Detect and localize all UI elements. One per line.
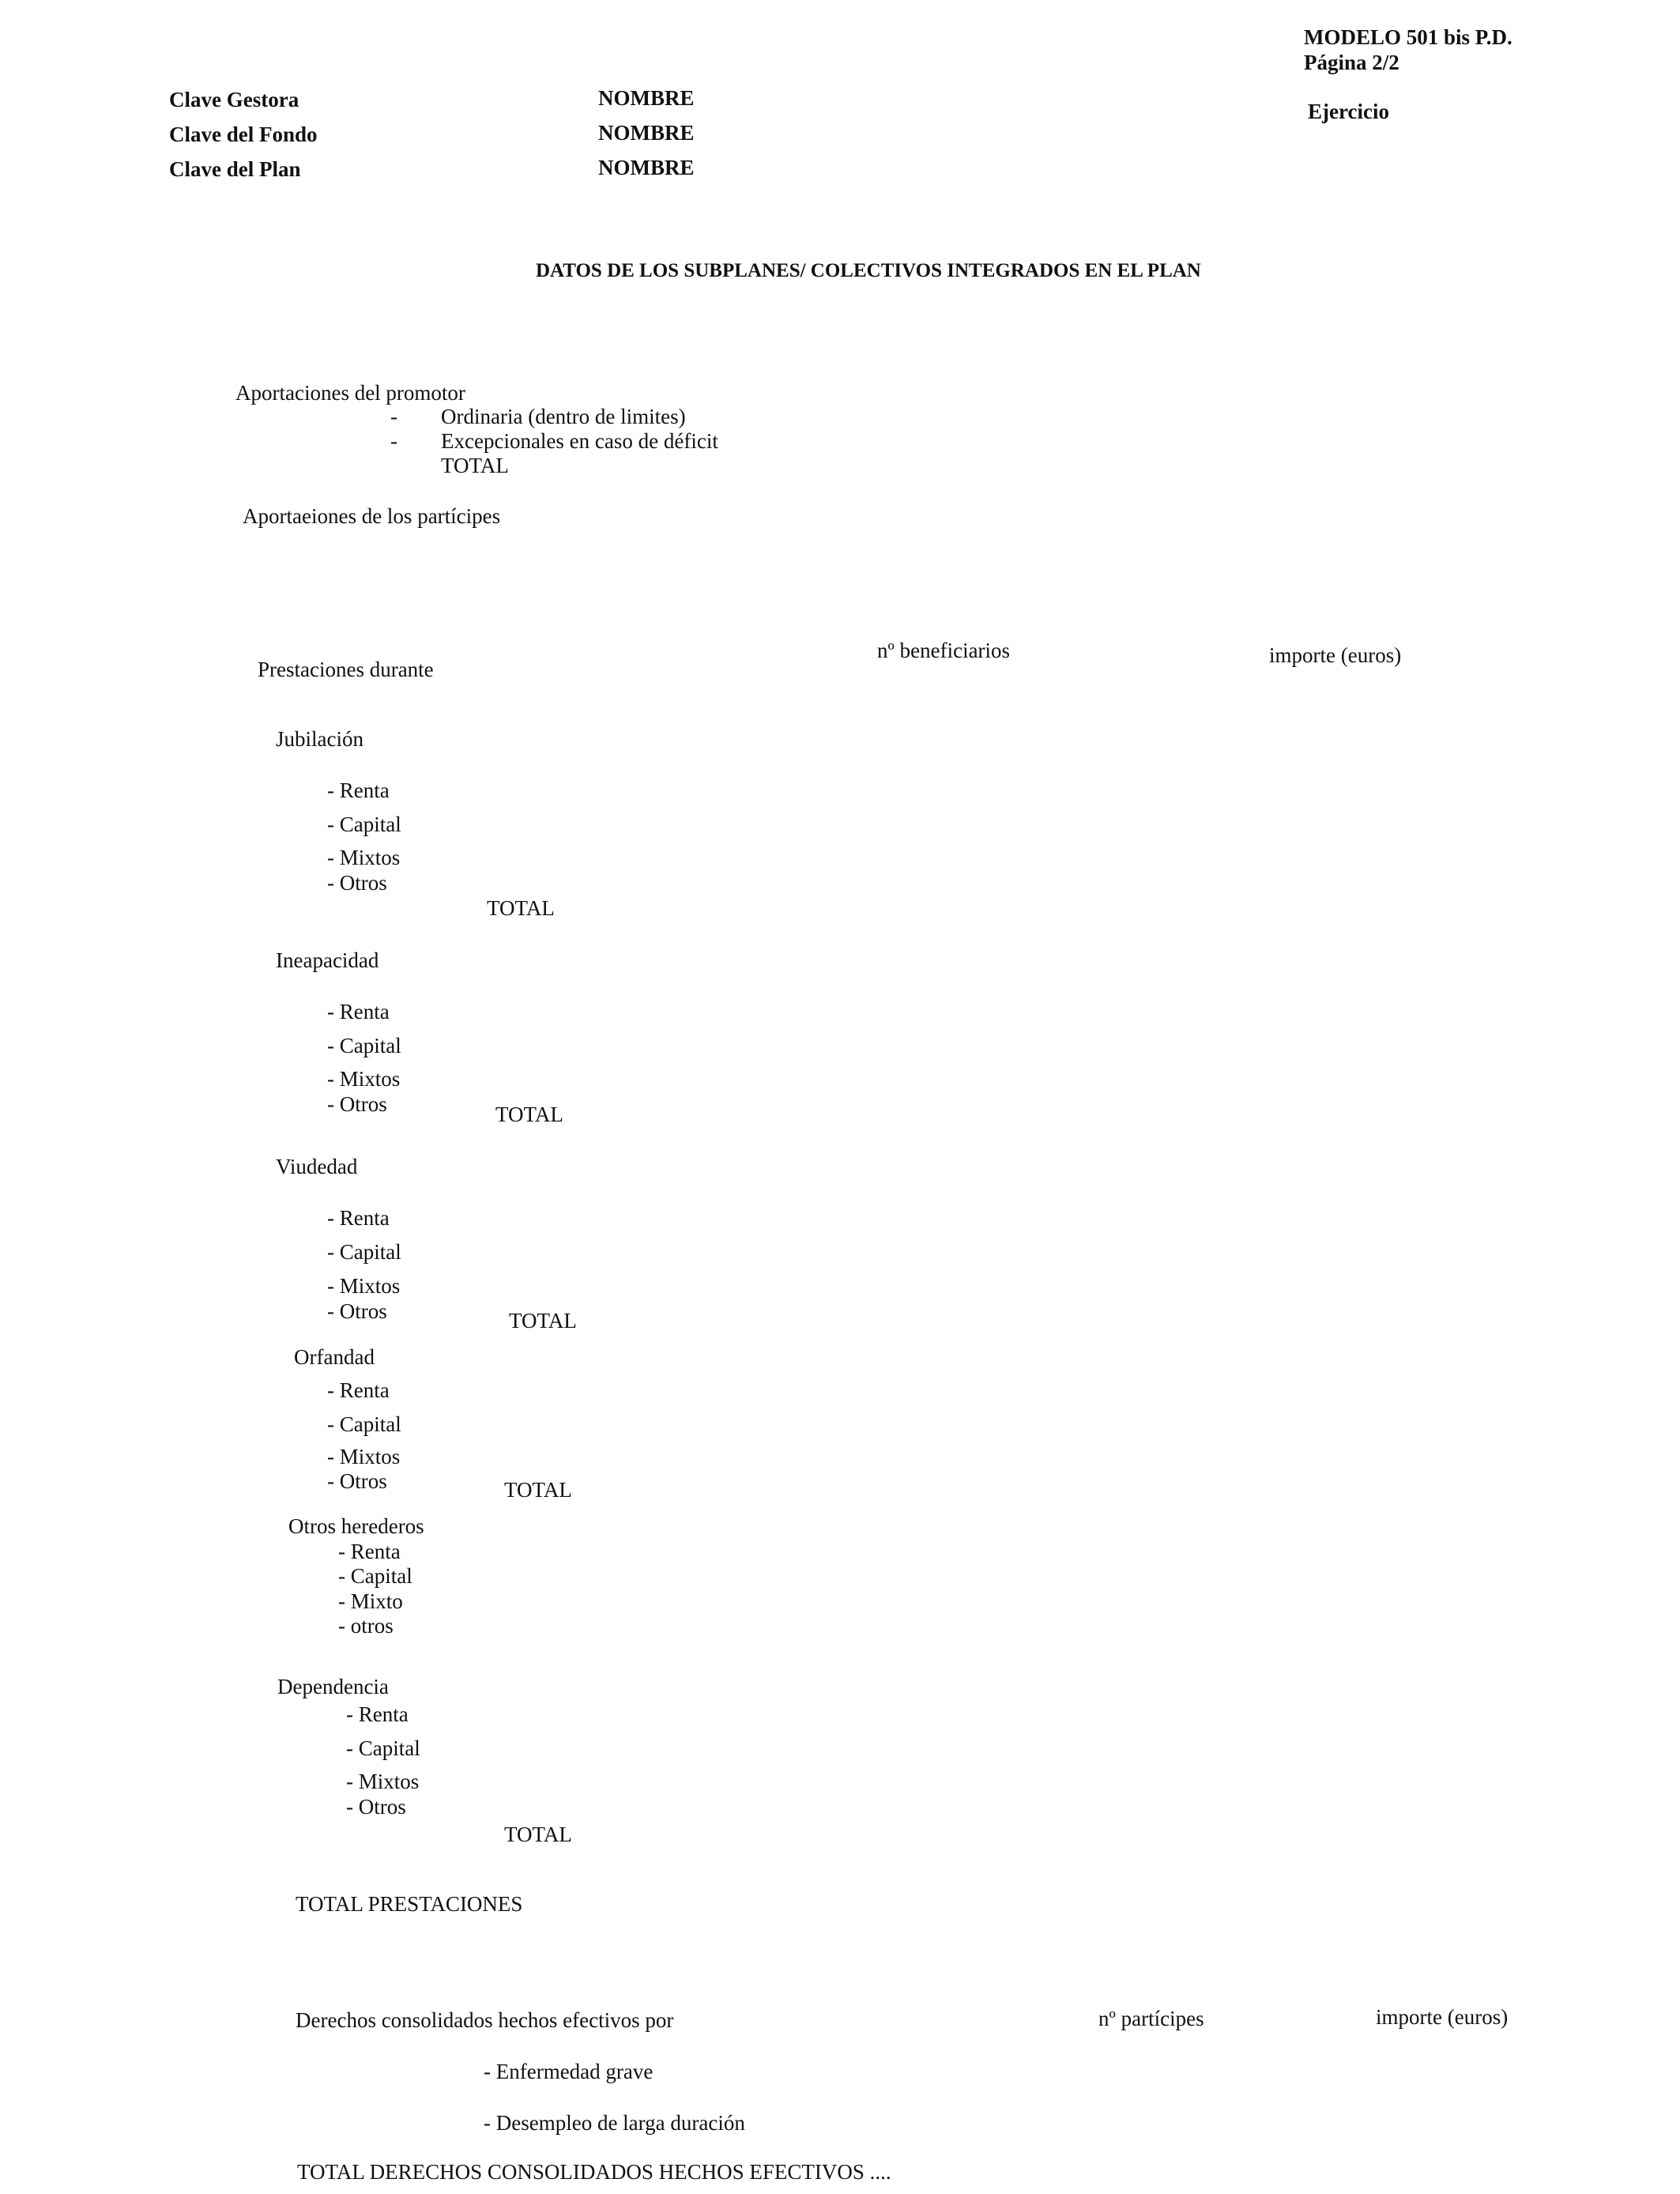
- incapacidad-otros: - Otros: [327, 1092, 387, 1116]
- viudedad-title: Viudedad: [276, 1155, 358, 1178]
- aportaciones-total-label: TOTAL: [441, 454, 509, 477]
- total-derechos-label: TOTAL DERECHOS CONSOLIDADOS HECHOS EFECTIVOS ....: [297, 2160, 891, 2184]
- viudedad-mixtos: - Mixtos: [327, 1274, 401, 1298]
- page-title: DATOS DE LOS SUBPLANES/ COLECTIVOS INTEGRADOS EN EL PLAN: [536, 260, 1201, 281]
- orfandad-title: Orfandad: [294, 1345, 375, 1369]
- nombre-plan-label: NOMBRE: [598, 156, 695, 179]
- jubilacion-capital: - Capital: [327, 812, 401, 836]
- enfermedad-grave-label: - Enfermedad grave: [484, 2060, 654, 2083]
- incapacidad-capital: - Capital: [327, 1034, 401, 1057]
- viudedad-renta: - Renta: [327, 1206, 390, 1230]
- dependencia-otros: - Otros: [346, 1795, 406, 1819]
- col-beneficiarios-header: nº beneficiarios: [877, 639, 1011, 662]
- orfandad-otros: - Otros: [327, 1469, 387, 1493]
- orfandad-capital: - Capital: [327, 1412, 401, 1436]
- incapacidad-renta: - Renta: [327, 1000, 390, 1023]
- orfandad-total: TOTAL: [504, 1478, 572, 1502]
- orfandad-renta: - Renta: [327, 1378, 390, 1402]
- clave-plan-label: Clave del Plan: [169, 157, 301, 181]
- nombre-fondo-label: NOMBRE: [598, 121, 695, 145]
- derechos-label: Derechos consolidados hechos efectivos por: [296, 2008, 674, 2032]
- total-prestaciones-label: TOTAL PRESTACIONES: [296, 1892, 523, 1916]
- dependencia-total: TOTAL: [504, 1823, 572, 1846]
- jubilacion-otros: - Otros: [327, 871, 387, 895]
- dash-excepcionales: -: [390, 429, 397, 453]
- viudedad-otros: - Otros: [327, 1299, 387, 1323]
- jubilacion-mixtos: - Mixtos: [327, 846, 401, 869]
- aportaciones-promotor-label: Aportaciones del promotor: [235, 381, 465, 405]
- incapacidad-title: Ineapacidad: [276, 948, 379, 972]
- nombre-gestora-label: NOMBRE: [598, 86, 695, 110]
- jubilacion-total: TOTAL: [487, 896, 555, 920]
- aportaciones-participes-label: Aportaeiones de los partícipes: [243, 504, 501, 528]
- otros-herederos-renta: - Renta: [338, 1540, 401, 1563]
- incapacidad-mixtos: - Mixtos: [327, 1067, 401, 1091]
- clave-fondo-label: Clave del Fondo: [169, 123, 318, 146]
- page-number: Página 2/2: [1304, 51, 1399, 74]
- col-importe-header: importe (euros): [1269, 643, 1402, 667]
- clave-gestora-label: Clave Gestora: [169, 88, 299, 111]
- ejercicio-label: Ejercicio: [1308, 100, 1389, 123]
- otros-herederos-capital: - Capital: [338, 1564, 412, 1588]
- ordinaria-label: Ordinaria (dentro de limites): [441, 405, 686, 428]
- dependencia-mixtos: - Mixtos: [346, 1770, 420, 1793]
- otros-herederos-otros: - otros: [338, 1614, 394, 1638]
- dependencia-renta: - Renta: [346, 1702, 409, 1726]
- jubilacion-title: Jubilación: [276, 727, 363, 751]
- desempleo-label: - Desempleo de larga duración: [484, 2111, 745, 2135]
- viudedad-total: TOTAL: [509, 1309, 577, 1333]
- otros-herederos-mixto: - Mixto: [338, 1589, 403, 1613]
- orfandad-mixtos: - Mixtos: [327, 1445, 401, 1468]
- excepcionales-label: Excepcionales en caso de déficit: [441, 429, 718, 453]
- jubilacion-renta: - Renta: [327, 778, 390, 802]
- dash-ordinaria: -: [390, 405, 397, 428]
- dependencia-title: Dependencia: [277, 1675, 389, 1698]
- prestaciones-label: Prestaciones durante: [258, 658, 434, 681]
- incapacidad-total: TOTAL: [495, 1103, 563, 1126]
- col-participes-header: nº partícipes: [1098, 2007, 1204, 2030]
- col-importe-derechos-header: importe (euros): [1376, 2005, 1509, 2029]
- dependencia-capital: - Capital: [346, 1736, 420, 1760]
- model-number: MODELO 501 bis P.D.: [1304, 25, 1512, 49]
- otros-herederos-title: Otros herederos: [288, 1514, 424, 1538]
- viudedad-capital: - Capital: [327, 1240, 401, 1264]
